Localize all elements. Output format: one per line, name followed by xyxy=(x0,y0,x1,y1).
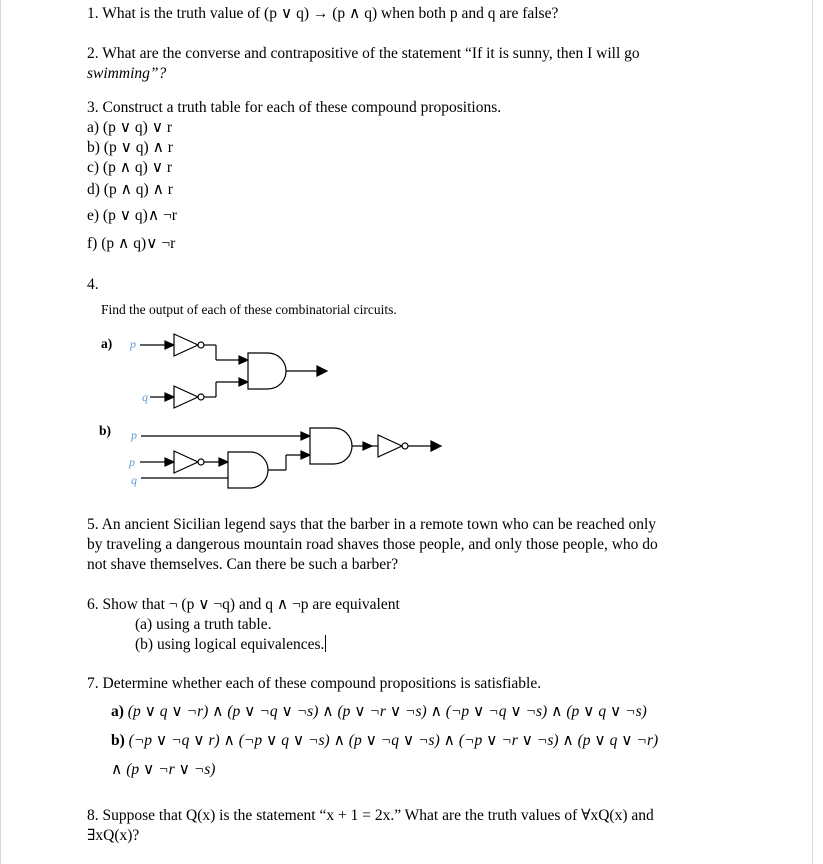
circuit-b-inverter-p xyxy=(140,451,228,473)
question-7-a-expression[interactable]: (p ∨ q ∨ ¬r) ∧ (p ∨ ¬q ∨ ¬s) ∧ (p ∨ ¬r ∨ ¬s) ∧ (¬p ∨ ¬q ∨ ¬s) ∧ (p ∨ q ∨ ¬s) xyxy=(127,703,647,720)
question-5-line-1[interactable]: 5. An ancient Sicilian legend says that the barber in a remote town who can be reached only xyxy=(87,516,657,533)
question-6-part-a[interactable]: (a) using a truth table. xyxy=(135,616,272,633)
circuit-a-inverter-p xyxy=(140,334,248,364)
question-2-line-2[interactable]: swimming”? xyxy=(87,65,167,82)
question-5-line-2[interactable]: by traveling a dangerous mountain road shaves those people, and only those people, who do xyxy=(87,536,658,553)
question-3-item-b[interactable]: b) (p ∨ q) ∧ r xyxy=(87,139,173,156)
question-8-line-2[interactable]: ∃xQ(x)? xyxy=(87,827,140,844)
circuit-a-input-q: q xyxy=(142,390,148,404)
question-7-b-label: b) xyxy=(111,732,125,749)
question-6-part-b-text[interactable]: (b) using logical equivalences. xyxy=(135,636,325,653)
circuit-a-label: a) xyxy=(101,336,113,351)
question-7-b-expression-1[interactable]: (¬p ∨ ¬q ∨ r) ∧ (¬p ∨ q ∨ ¬s) ∧ (p ∨ ¬q ∨ ¬s) ∧ (¬p ∨ ¬r ∨ ¬s) ∧ (p ∨ q ∨ ¬r) xyxy=(128,732,659,749)
circuit-b-wire-p1 xyxy=(141,432,310,440)
circuit-b-input-q: q xyxy=(131,473,137,487)
question-1[interactable]: 1. What is the truth value of (p ∨ q) → (p ∧ q) when both p and q are false? xyxy=(87,5,559,22)
question-7-b-expression-2[interactable]: ∧ (p ∨ ¬r ∨ ¬s) xyxy=(111,761,216,778)
circuit-a-input-p: p xyxy=(130,337,136,351)
question-3-item-d[interactable]: d) (p ∧ q) ∧ r xyxy=(87,181,173,198)
circuit-a-inverter-q xyxy=(150,378,248,408)
question-7-a-label: a) xyxy=(111,703,124,720)
circuit-b-label: b) xyxy=(99,423,112,438)
question-5-line-3[interactable]: not shave themselves. Can there be such a barber? xyxy=(87,556,399,573)
circuit-b-and-gate-1 xyxy=(228,451,310,488)
question-2-line-1[interactable]: 2. What are the converse and contrapositive of the statement “If it is sunny, then I will go xyxy=(87,45,640,62)
circuit-b-input-p1: p xyxy=(131,428,137,442)
circuit-b-inverter-out xyxy=(372,435,441,457)
question-7-heading[interactable]: 7. Determine whether each of these compound propositions is satisfiable. xyxy=(87,675,542,692)
figure-caption: Find the output of each of these combinatorial circuits. xyxy=(101,302,397,317)
question-3-heading[interactable]: 3. Construct a truth table for each of these compound propositions. xyxy=(87,99,502,116)
question-3-item-c[interactable]: c) (p ∧ q) ∨ r xyxy=(87,159,173,176)
question-3-item-a[interactable]: a) (p ∨ q) ∨ r xyxy=(87,119,173,136)
question-3-item-e[interactable]: e) (p ∨ q)∧ ¬r xyxy=(87,207,177,224)
question-3-item-f[interactable]: f) (p ∧ q)∨ ¬r xyxy=(87,235,176,252)
question-4-number[interactable]: 4. xyxy=(87,276,99,293)
circuit-b-and-gate-2 xyxy=(310,428,372,464)
circuit-a-and-gate xyxy=(248,353,327,389)
circuit-b-input-p2: p xyxy=(129,455,135,469)
question-6-heading[interactable]: 6. Show that ¬ (p ∨ ¬q) and q ∧ ¬p are equivalent xyxy=(87,596,400,613)
question-8-line-1[interactable]: 8. Suppose that Q(x) is the statement “x + 1 = 2x.” What are the truth values of ∀xQ(x) and xyxy=(87,807,654,824)
